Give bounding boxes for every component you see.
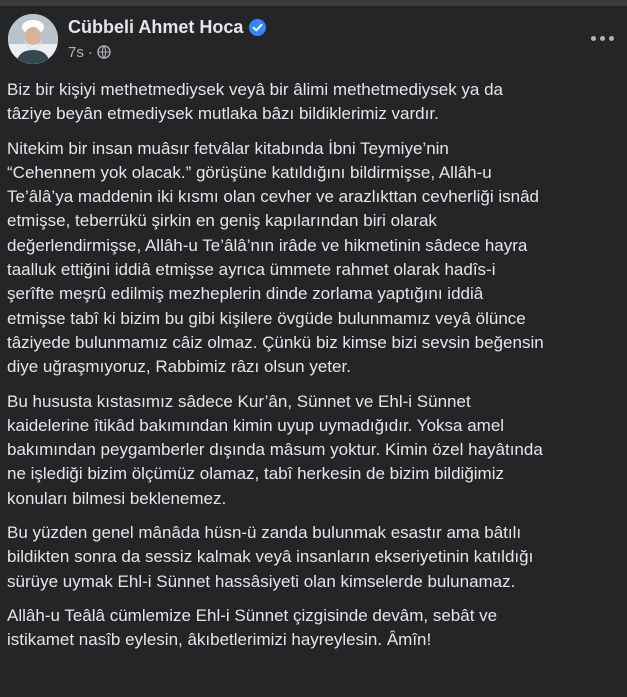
post-paragraph-1: Biz bir kişiyi methetmediysek veyâ bir âlimi methetmediysek ya da tâziye beyân etmediysek mutlaka bâzı bildiklerimiz vardır. [7, 80, 504, 124]
post-header [0, 6, 627, 68]
avatar-image [8, 14, 58, 64]
post-timestamp[interactable]: 7s [68, 43, 84, 61]
more-dot [591, 36, 596, 41]
author-avatar[interactable] [8, 14, 58, 64]
author-name[interactable]: Cübbeli Ahmet Hoca [68, 16, 244, 37]
post-paragraph-3: Bu hususta kıstasımız sâdece Kur’ân, Sünnet ve Ehl-i Sünnet kaidelerine îtikâd bakımından kimin uyup uymadığıdır. Yoksa amel bakımından peygamberler dışında mâsum yoktur. Kimin özel hayâtında ne işlediği bizim ölçümüz olamaz, tabî herkesin de bizim bildiğimiz konuları bilmesi beklenemez. [7, 391, 543, 508]
post-paragraph-4: Bu yüzden genel mânâda hüsn-ü zanda bulunmak esastır ama bâtılı bildikten sonra da sessiz kalmak veyâ insanların ekseriyetinin katıldığı sürüye uymak Ehl-i Sünnet hassâsiyeti olan kimselerde bulunamaz. [7, 523, 534, 591]
post-paragraph-2: Nitekim bir insan muâsır fetvâlar kitabında İbni Teymiye’nin “Cehennem yok olacak.” görüşüne katıldığını bildirmişse, Allâh-u Te’âlâ’ya maddenin iki kısmı olan cevher ve arazlıkttan cevherliği isnâd etmişse, teberrükü şirkin en geniş kapılarından biri olarak değerlendirmişse, Allâh-u Te’âlâ’nın irâde ve hikmetinin sâdece hayra taalluk ettiğini iddiâ etmişse ayrıca ümmete rahmet olarak hadîs-i şerîfte meşrû edilmiş mezheplerin dinde zorlama yaptığını iddiâ etmişse tabî ki bizim bu gibi kişilere övgüde bulunmamız veyâ ölünce tâziyede bulunmamız câiz olmaz. Çünkü biz kimse bizi sevsin beğensin diye uğraşmıyoruz, Rabbimiz râzı olsun yeter. [7, 138, 544, 377]
post-meta [68, 42, 111, 62]
facebook-post [0, 6, 627, 697]
verified-badge-icon [249, 19, 266, 36]
post-paragraph-5: Allâh-u Teâlâ cümlemize Ehl-i Sünnet çizgisinde devâm, sebât ve istikamet nasîb eylesin, âkıbetlerimizi hayreylesin. Âmîn! [7, 605, 498, 650]
more-dot [600, 36, 605, 41]
post-body [7, 78, 607, 663]
meta-separator: · [87, 43, 93, 61]
globe-icon [97, 45, 111, 59]
author-line [68, 14, 266, 40]
more-dot [609, 36, 614, 41]
more-options-icon[interactable] [587, 28, 617, 48]
